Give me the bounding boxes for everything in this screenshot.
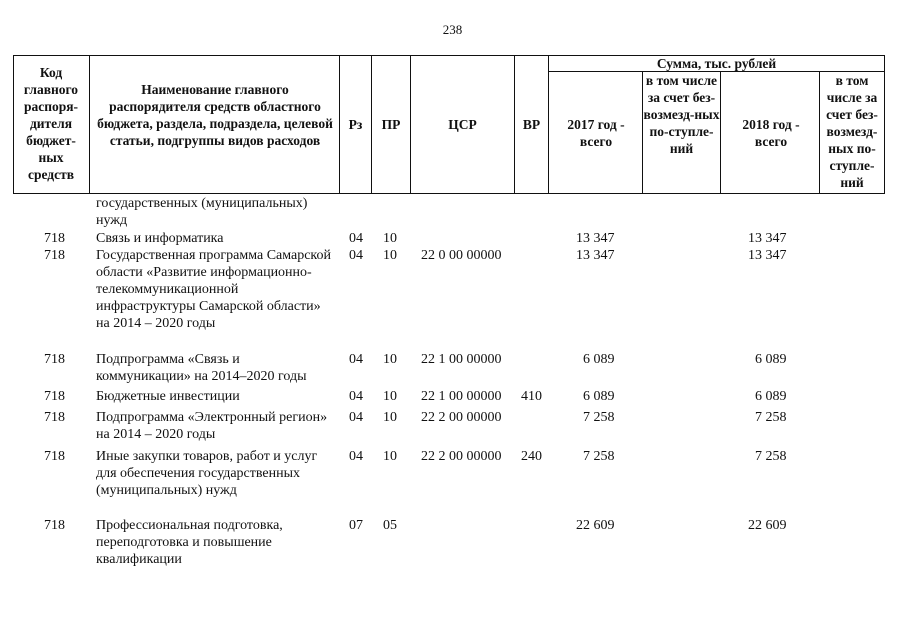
- row-vr: 240: [521, 449, 542, 464]
- row-pr: 10: [383, 231, 397, 246]
- row-code: 718: [44, 389, 65, 404]
- col-divider-code: [89, 55, 90, 194]
- row-name: Подпрограмма «Связь и коммуникации» на 2014–2020 годы: [96, 352, 307, 384]
- row-name: Профессиональная подготовка, переподготовка и повышение квалификации: [96, 518, 283, 567]
- row-rz: 07: [349, 518, 363, 533]
- row-sum-2017: 13 347: [576, 248, 615, 263]
- row-pr: 10: [383, 352, 397, 367]
- header-sum: Сумма, тыс. рублей: [656, 56, 777, 71]
- row-name: Иные закупки товаров, работ и услуг для обеспечения государственных (муниципальных) нужд: [96, 449, 318, 498]
- page-number: 238: [442, 22, 463, 37]
- row-sum-2017: 7 258: [583, 449, 615, 464]
- row-rz: 04: [349, 410, 363, 425]
- header-rz: Рз: [348, 117, 363, 132]
- row-pr: 10: [383, 248, 397, 263]
- header-pr: ПР: [381, 117, 401, 132]
- row-code: 718: [44, 248, 65, 263]
- row-csr: 22 1 00 00000: [421, 389, 502, 404]
- row-sum-2018: 22 609: [748, 518, 787, 533]
- header-name: Наименование главного распорядителя средств областного бюджета, раздела, подраздела, целевой статьи, подгруппы видов расходов: [97, 82, 333, 148]
- header-vr: ВР: [522, 117, 541, 132]
- row-csr: 22 2 00 00000: [421, 449, 502, 464]
- row-sum-2017: 22 609: [576, 518, 615, 533]
- row-sum-2018: 13 347: [748, 248, 787, 263]
- row-rz: 04: [349, 449, 363, 464]
- row-name: Связь и информатика: [96, 231, 224, 246]
- header-2017-free: в том числе за счет без-возмезд-ных по-ступле-ний: [643, 73, 720, 156]
- row-name: Государственная программа Самарской области «Развитие информационно-телекоммуникационной инфраструктуры Самарской области» на 2014 – 2020 годы: [96, 248, 332, 331]
- row-rz: 04: [349, 389, 363, 404]
- row-pr: 05: [383, 518, 397, 533]
- row-name: Бюджетные инвестиции: [96, 389, 240, 404]
- row-sum-2017: 7 258: [583, 410, 615, 425]
- row-sum-2017: 6 089: [583, 352, 615, 367]
- row-pr: 10: [383, 389, 397, 404]
- col-divider-left: [13, 55, 14, 194]
- col-divider-2017-free: [720, 71, 721, 194]
- col-divider-right: [884, 55, 885, 194]
- row-sum-2017: 6 089: [583, 389, 615, 404]
- row-sum-2018: 7 258: [755, 410, 787, 425]
- row-rz: 04: [349, 352, 363, 367]
- row-sum-2018: 6 089: [755, 352, 787, 367]
- header-bottom-border: [13, 193, 885, 194]
- row-pr: 10: [383, 410, 397, 425]
- row-name: государственных (муниципальных) нужд: [96, 196, 308, 228]
- row-code: 718: [44, 352, 65, 367]
- header-csr: ЦСР: [448, 117, 477, 132]
- row-code: 718: [44, 518, 65, 533]
- row-rz: 04: [349, 248, 363, 263]
- row-code: 718: [44, 231, 65, 246]
- row-code: 718: [44, 449, 65, 464]
- row-csr: 22 1 00 00000: [421, 352, 502, 367]
- header-2018-free: в том числе за счет без-возмезд-ных по-ступле-ний: [826, 73, 878, 190]
- row-vr: 410: [521, 389, 542, 404]
- row-rz: 04: [349, 231, 363, 246]
- row-code: 718: [44, 410, 65, 425]
- header-code: Код главного распоря-дителя бюджет-ных средств: [23, 65, 79, 182]
- row-pr: 10: [383, 449, 397, 464]
- row-csr: 22 0 00 00000: [421, 248, 502, 263]
- col-divider-vr: [548, 55, 549, 194]
- row-csr: 22 2 00 00000: [421, 410, 502, 425]
- row-sum-2018: 7 258: [755, 449, 787, 464]
- row-sum-2018: 6 089: [755, 389, 787, 404]
- row-name: Подпрограмма «Электронный регион» на 2014 – 2020 годы: [96, 410, 328, 442]
- header-2018-total: 2018 год - всего: [742, 117, 800, 149]
- header-2017-total: 2017 год - всего: [567, 117, 625, 149]
- row-sum-2017: 13 347: [576, 231, 615, 246]
- row-sum-2018: 13 347: [748, 231, 787, 246]
